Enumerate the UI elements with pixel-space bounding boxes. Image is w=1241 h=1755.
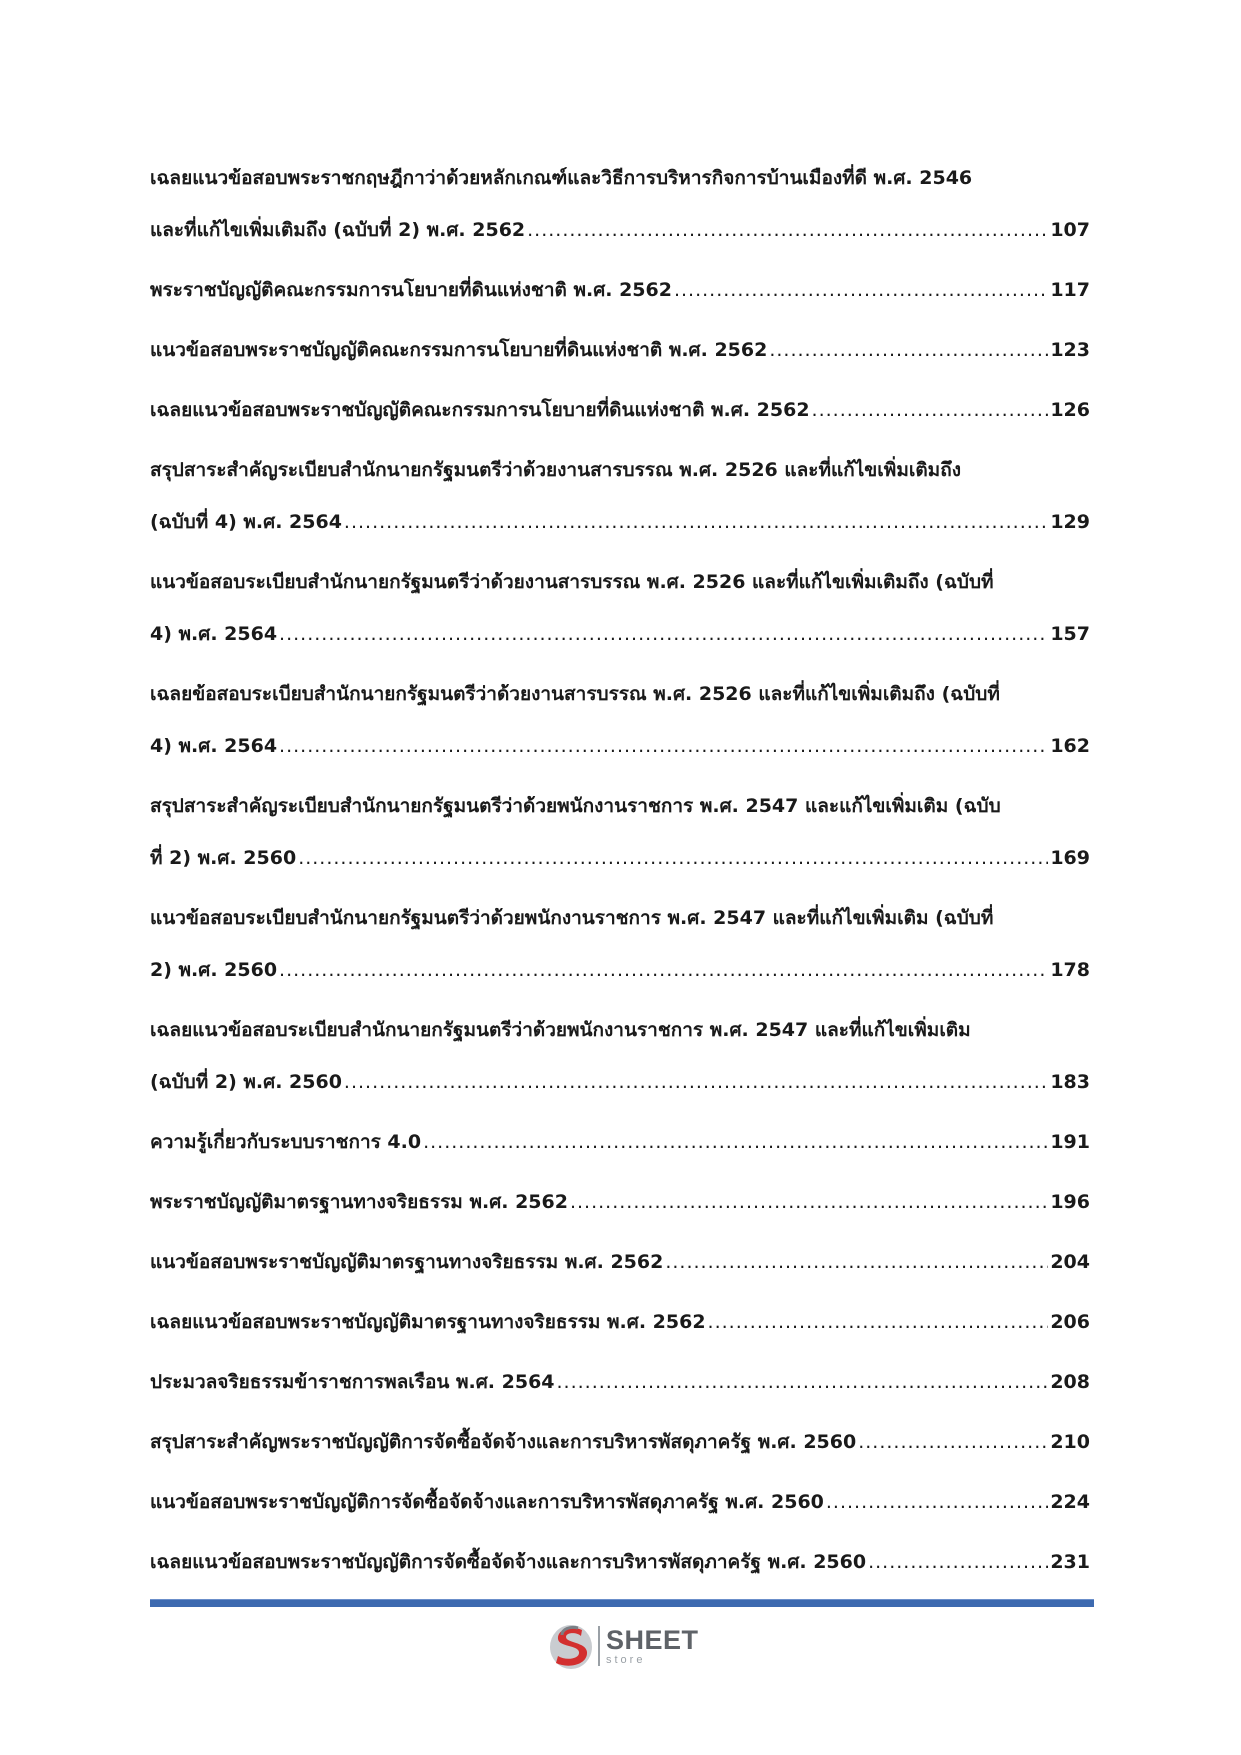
toc-page-number: 178 (1050, 959, 1090, 981)
toc-entry-title: แนวข้อสอบพระราชบัญญัติมาตรฐานทางจริยธรรม พ.ศ. 2562 (150, 1251, 664, 1273)
toc-entry[interactable] (150, 1236, 1090, 1288)
toc-entry-title-line: เฉลยข้อสอบระเบียบสำนักนายกรัฐมนตรีว่าด้วยงานสารบรรณ พ.ศ. 2526 และที่แก้ไขเพิ่มเติมถึง (ฉบับที่ (150, 683, 1000, 705)
dot-leader (665, 1236, 1048, 1288)
dot-leader (858, 1416, 1048, 1468)
dot-leader (527, 204, 1048, 256)
toc-entry-leader-line (150, 1236, 1090, 1288)
dot-leader (826, 1476, 1048, 1528)
toc-entry-title: เฉลยแนวข้อสอบพระราชบัญญัติการจัดซื้อจัดจ้างและการบริหารพัสดุภาครัฐ พ.ศ. 2560 (150, 1551, 867, 1573)
sheet-store-s-icon (548, 1621, 594, 1671)
table-of-contents (150, 152, 1090, 1596)
toc-entry-leader-line (150, 264, 1090, 316)
toc-entry[interactable] (150, 1176, 1090, 1228)
dot-leader (344, 496, 1048, 548)
dot-leader (279, 720, 1048, 772)
toc-entry[interactable] (150, 1416, 1090, 1468)
toc-entry[interactable] (150, 780, 1090, 884)
toc-entry-title: พระราชบัญญัติมาตรฐานทางจริยธรรม พ.ศ. 2562 (150, 1191, 568, 1213)
dot-leader (298, 832, 1048, 884)
dot-leader (557, 1356, 1049, 1408)
toc-entry[interactable] (150, 384, 1090, 436)
toc-entry-leader-line (150, 1056, 1090, 1108)
toc-page-number: 204 (1050, 1251, 1090, 1273)
toc-entry-title: ความรู้เกี่ยวกับระบบราชการ 4.0 (150, 1131, 422, 1153)
toc-entry[interactable] (150, 668, 1090, 772)
dot-leader (423, 1116, 1048, 1168)
toc-entry-leader-line (150, 1116, 1090, 1168)
toc-entry-title-line: แนวข้อสอบระเบียบสำนักนายกรัฐมนตรีว่าด้วยงานสารบรรณ พ.ศ. 2526 และที่แก้ไขเพิ่มเติมถึง (ฉบับที่ (150, 571, 994, 593)
toc-page-number: 123 (1050, 339, 1090, 361)
toc-entry-title: เฉลยแนวข้อสอบพระราชบัญญัติมาตรฐานทางจริยธรรม พ.ศ. 2562 (150, 1311, 706, 1333)
logo-text (606, 1624, 699, 1666)
toc-page-number: 129 (1050, 511, 1090, 533)
dot-leader (279, 608, 1048, 660)
dot-leader (708, 1296, 1049, 1348)
toc-entry-title-line: สรุปสาระสำคัญระเบียบสำนักนายกรัฐมนตรีว่าด้วยพนักงานราชการ พ.ศ. 2547 และแก้ไขเพิ่มเติม (ฉบับ (150, 795, 1001, 817)
toc-entry-title: เฉลยแนวข้อสอบพระราชบัญญัติคณะกรรมการนโยบายที่ดินแห่งชาติ พ.ศ. 2562 (150, 399, 810, 421)
toc-entry[interactable] (150, 1536, 1090, 1588)
toc-entry-title: (ฉบับที่ 4) พ.ศ. 2564 (150, 511, 342, 533)
dot-leader (868, 1536, 1048, 1588)
toc-entry-leader-line (150, 1356, 1090, 1408)
toc-entry-leader-line (150, 496, 1090, 548)
toc-entry-title: (ฉบับที่ 2) พ.ศ. 2560 (150, 1071, 342, 1093)
toc-entry-title: ประมวลจริยธรรมข้าราชการพลเรือน พ.ศ. 2564 (150, 1371, 555, 1393)
toc-page-number: 117 (1050, 279, 1090, 301)
logo-separator (598, 1626, 600, 1666)
toc-entry[interactable] (150, 1004, 1090, 1108)
toc-entry-title: 4) พ.ศ. 2564 (150, 735, 278, 757)
toc-entry[interactable] (150, 1116, 1090, 1168)
dot-leader (570, 1176, 1048, 1228)
toc-entry[interactable] (150, 264, 1090, 316)
toc-entry-title: พระราชบัญญัติคณะกรรมการนโยบายที่ดินแห่งชาติ พ.ศ. 2562 (150, 279, 672, 301)
toc-page-number: 206 (1050, 1311, 1090, 1333)
dot-leader (769, 324, 1048, 376)
sheet-store-logo (548, 1618, 699, 1674)
toc-entry-title: ที่ 2) พ.ศ. 2560 (150, 847, 297, 869)
toc-entry-title: แนวข้อสอบพระราชบัญญัติการจัดซื้อจัดจ้างและการบริหารพัสดุภาครัฐ พ.ศ. 2560 (150, 1491, 824, 1513)
toc-page-number: 191 (1050, 1131, 1090, 1153)
toc-entry-title-line: แนวข้อสอบระเบียบสำนักนายกรัฐมนตรีว่าด้วยพนักงานราชการ พ.ศ. 2547 และที่แก้ไขเพิ่มเติม (ฉบับที่ (150, 907, 994, 929)
toc-entry-title: 4) พ.ศ. 2564 (150, 623, 278, 645)
toc-page-number: 231 (1050, 1551, 1090, 1573)
dot-leader (279, 944, 1048, 996)
toc-entry-leader-line (150, 324, 1090, 376)
toc-page-number: 157 (1050, 623, 1090, 645)
toc-page-number: 224 (1050, 1491, 1090, 1513)
logo-subword: store (606, 1653, 646, 1666)
toc-entry[interactable] (150, 1296, 1090, 1348)
toc-page-number: 208 (1050, 1371, 1090, 1393)
toc-entry-leader-line (150, 1416, 1090, 1468)
toc-entry-leader-line (150, 1176, 1090, 1228)
dot-leader (674, 264, 1048, 316)
toc-entry[interactable] (150, 1356, 1090, 1408)
toc-entry-leader-line (150, 1476, 1090, 1528)
toc-entry-title-line: เฉลยแนวข้อสอบระเบียบสำนักนายกรัฐมนตรีว่าด้วยพนักงานราชการ พ.ศ. 2547 และที่แก้ไขเพิ่มเติม (150, 1019, 971, 1041)
dot-leader (344, 1056, 1048, 1108)
toc-page-number: 162 (1050, 735, 1090, 757)
toc-page-number: 126 (1050, 399, 1090, 421)
toc-entry-title: สรุปสาระสำคัญพระราชบัญญัติการจัดซื้อจัดจ้างและการบริหารพัสดุภาครัฐ พ.ศ. 2560 (150, 1431, 857, 1453)
toc-entry[interactable] (150, 444, 1090, 548)
toc-entry-title: และที่แก้ไขเพิ่มเติมถึง (ฉบับที่ 2) พ.ศ. 2562 (150, 219, 526, 241)
toc-page-number: 183 (1050, 1071, 1090, 1093)
toc-entry-leader-line (150, 204, 1090, 256)
toc-entry-leader-line (150, 1536, 1090, 1588)
toc-page-number: 210 (1050, 1431, 1090, 1453)
dot-leader (812, 384, 1049, 436)
logo-word: SHEET (606, 1624, 699, 1655)
toc-entry-leader-line (150, 608, 1090, 660)
toc-entry[interactable] (150, 1476, 1090, 1528)
toc-entry[interactable] (150, 152, 1090, 256)
toc-entry-leader-line (150, 384, 1090, 436)
toc-entry[interactable] (150, 892, 1090, 996)
toc-entry-leader-line (150, 944, 1090, 996)
toc-entry-title-line: เฉลยแนวข้อสอบพระราชกฤษฎีกาว่าด้วยหลักเกณฑ์และวิธีการบริหารกิจการบ้านเมืองที่ดี พ.ศ. 2546 (150, 167, 973, 189)
toc-page-number: 196 (1050, 1191, 1090, 1213)
toc-entry-title-line: สรุปสาระสำคัญระเบียบสำนักนายกรัฐมนตรีว่าด้วยงานสารบรรณ พ.ศ. 2526 และที่แก้ไขเพิ่มเติมถึง (150, 459, 961, 481)
toc-entry-leader-line (150, 720, 1090, 772)
toc-entry[interactable] (150, 556, 1090, 660)
toc-entry-leader-line (150, 1296, 1090, 1348)
toc-entry-leader-line (150, 832, 1090, 884)
toc-entry-title: แนวข้อสอบพระราชบัญญัติคณะกรรมการนโยบายที่ดินแห่งชาติ พ.ศ. 2562 (150, 339, 768, 361)
toc-page-number: 169 (1050, 847, 1090, 869)
toc-entry[interactable] (150, 324, 1090, 376)
footer-rule (150, 1599, 1094, 1607)
toc-page-number: 107 (1050, 219, 1090, 241)
toc-entry-title: 2) พ.ศ. 2560 (150, 959, 278, 981)
